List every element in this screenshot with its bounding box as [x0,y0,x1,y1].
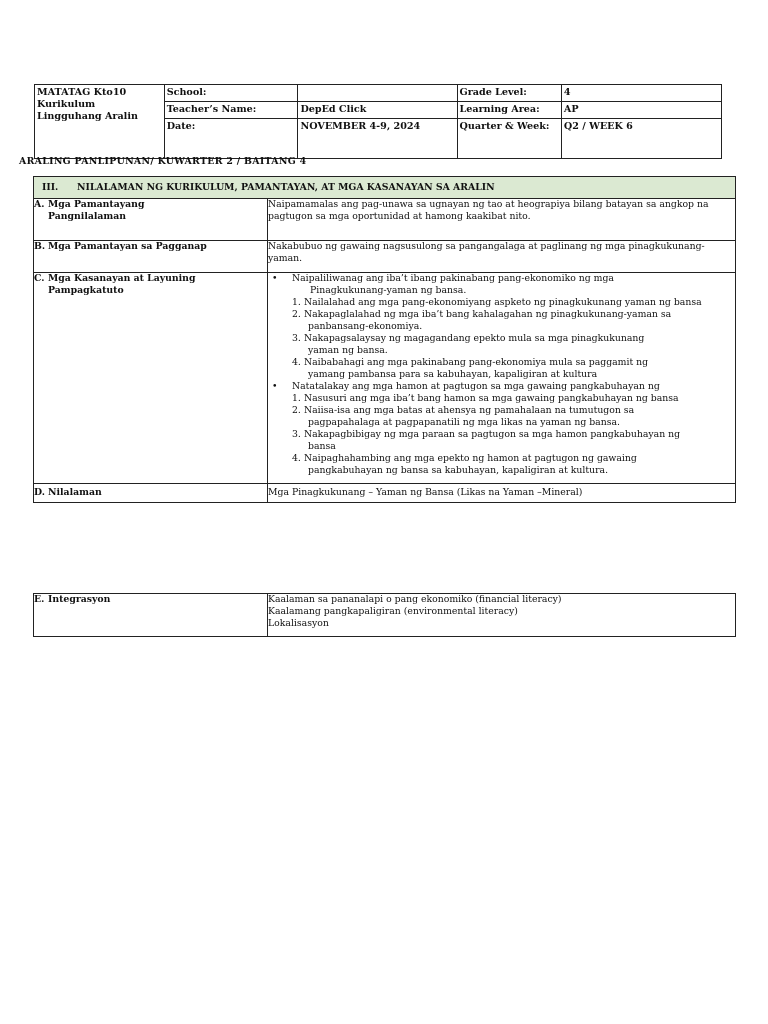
table-row [34,241,736,273]
row-e-label [34,594,268,637]
bullet-item [268,273,735,285]
header-table [34,84,722,159]
row-b-label-text: Mga Pamantayan sa Pagganap [48,241,207,252]
curriculum-table [33,176,736,503]
list-item [268,393,735,405]
row-c-value [268,273,736,484]
list-item-number: 1. [292,393,301,404]
integration-line: Kaalamang pangkapaligiran (environmental literacy) [268,606,518,617]
row-a-label-line-1: Mga Pamantayang [48,199,145,210]
list-item-number: 2. [292,309,301,320]
program-subtitle: Kurikulum Lingguhang Aralin [37,99,138,122]
bullet-1-continuation: Pinagkukunang-yaman ng bansa. [310,285,467,296]
integration-table [33,593,736,637]
row-a-value: Naipamamalas ang pag-unawa sa ugnayan ng tao at heograpiya bilang batayan sa angkop na pagtugon sa mga oportunidad at hamong kaakibat nito. [268,199,736,241]
list-item-number: 2. [292,405,301,416]
row-e-value [268,594,736,637]
area-label: Learning Area: [457,102,561,119]
list-item-continuation: yamang pambansa para sa kabuhayan, kapaligiran at kultura [308,369,598,380]
list-item-number: 4. [292,453,301,464]
list-item-continuation: pangkabuhayan ng bansa sa kabuhayan, kapaligiran at kultura. [308,465,609,476]
list-item-text [304,405,634,429]
row-letter: D. [34,487,45,498]
list-item-line: Nakapagbibigay ng mga paraan sa pagtugon sa mga hamon pangkabuhayan ng [304,429,681,440]
list-item-continuation: pagpapahalaga at pagpapanatili ng mga likas na yaman ng bansa. [308,417,620,428]
row-e-label-text: Integrasyon [48,594,111,605]
row-b-value: Nakabubuo ng gawaing nagsusulong sa pangangalaga at paglinang ng mga pinagkukunang-yaman. [268,241,736,273]
teacher-label: Teacher’s Name: [164,102,298,119]
bullet-item [268,381,735,393]
list-item-number: 3. [292,333,301,344]
section-number: III. [42,182,59,193]
list-item-line: Nakapaglalahad ng mga iba’t bang kahalagahan ng pinagkukunang-yaman sa [304,309,672,320]
section-title: NILALAMAN NG KURIKULUM, PAMANTAYAN, AT MGA KASANAYAN SA ARALIN [77,182,495,193]
row-d-label-text: Nilalaman [48,487,102,498]
list-item [268,297,735,309]
list-item-line: Naibabahagi ang mga pakinabang pang-ekonomiya mula sa paggamit ng [304,357,649,368]
bullet-icon: • [272,381,278,392]
list-item-text [304,429,680,453]
objectives-list-1 [268,297,735,381]
list-item-number: 1. [292,297,301,308]
date-label: Date: [164,119,298,159]
list-item-text [304,393,679,405]
list-item [268,357,735,381]
row-a-label [34,199,268,241]
row-letter: C. [34,273,45,284]
bullet-1-text: Naipaliliwanag ang iba’t ibang pakinabang pang-ekonomiko ng mga [292,273,614,284]
list-item-text [304,309,671,333]
program-cell [35,85,165,159]
list-item [268,309,735,333]
section-header-row [34,177,736,199]
list-item-text [304,357,648,381]
list-item-line: Naipaghahambing ang mga epekto ng hamon at pagtugon ng gawaing [304,453,637,464]
list-item-line: Nasusuri ang mga iba’t bang hamon sa mga gawaing pangkabuhayan ng bansa [304,393,679,404]
date-value: NOVEMBER 4-9, 2024 [298,119,457,159]
list-item [268,405,735,429]
row-d-value: Mga Pinagkukunang – Yaman ng Bansa (Likas na Yaman –Mineral) [268,484,736,503]
area-value: AP [561,102,721,119]
quarter-value: Q2 / WEEK 6 [561,119,721,159]
table-row [34,594,736,637]
row-b-label [34,241,268,273]
grade-value: 4 [561,85,721,102]
quarter-label: Quarter & Week: [457,119,561,159]
table-row [34,273,736,484]
list-item-text [304,297,702,309]
list-item [268,453,735,477]
school-label: School: [164,85,298,102]
list-item-continuation: panbansang-ekonomiya. [308,321,423,332]
row-d-label [34,484,268,503]
list-item [268,429,735,453]
list-item-line: Nakapagsalaysay ng magagandang epekto mula sa mga pinagkukunang [304,333,645,344]
list-item [268,333,735,357]
row-a-label-line-2: Pangnilalaman [48,211,127,222]
table-row [34,199,736,241]
row-letter: E. [34,594,45,605]
row-c-label-line-1: Mga Kasanayan at Layuning [48,273,196,284]
program-title: MATATAG Kto10 [37,87,127,98]
list-item-number: 3. [292,429,301,440]
table-row [34,484,736,503]
integration-line: Lokalisasyon [268,618,329,629]
row-c-label [34,273,268,484]
grade-label: Grade Level: [457,85,561,102]
row-letter: B. [34,241,46,252]
section-header [34,177,736,199]
list-item-line: Naiisa-isa ang mga batas at ahensya ng pamahalaan na tumutugon sa [304,405,635,416]
integration-line: Kaalaman sa pananalapi o pang ekonomiko (financial literacy) [268,594,562,605]
row-c-label-line-2: Pampagkatuto [48,285,124,296]
school-value [298,85,457,102]
list-item-text [304,453,637,477]
bullet-icon: • [272,273,278,284]
row-letter: A. [34,199,45,210]
bullet-2-text: Natatalakay ang mga hamon at pagtugon sa mga gawaing pangkabuhayan ng [292,381,660,392]
list-item-line: Nailalahad ang mga pang-ekonomiyang aspketo ng pinagkukunang yaman ng bansa [304,297,702,308]
list-item-text [304,333,644,357]
teacher-value: DepEd Click [298,102,457,119]
objectives-list-2 [268,393,735,477]
list-item-continuation: yaman ng bansa. [308,345,388,356]
subject-line: ARALING PANLIPUNAN/ KUWARTER 2 / BAITANG 4 [19,156,307,167]
list-item-number: 4. [292,357,301,368]
list-item-continuation: bansa [308,441,336,452]
